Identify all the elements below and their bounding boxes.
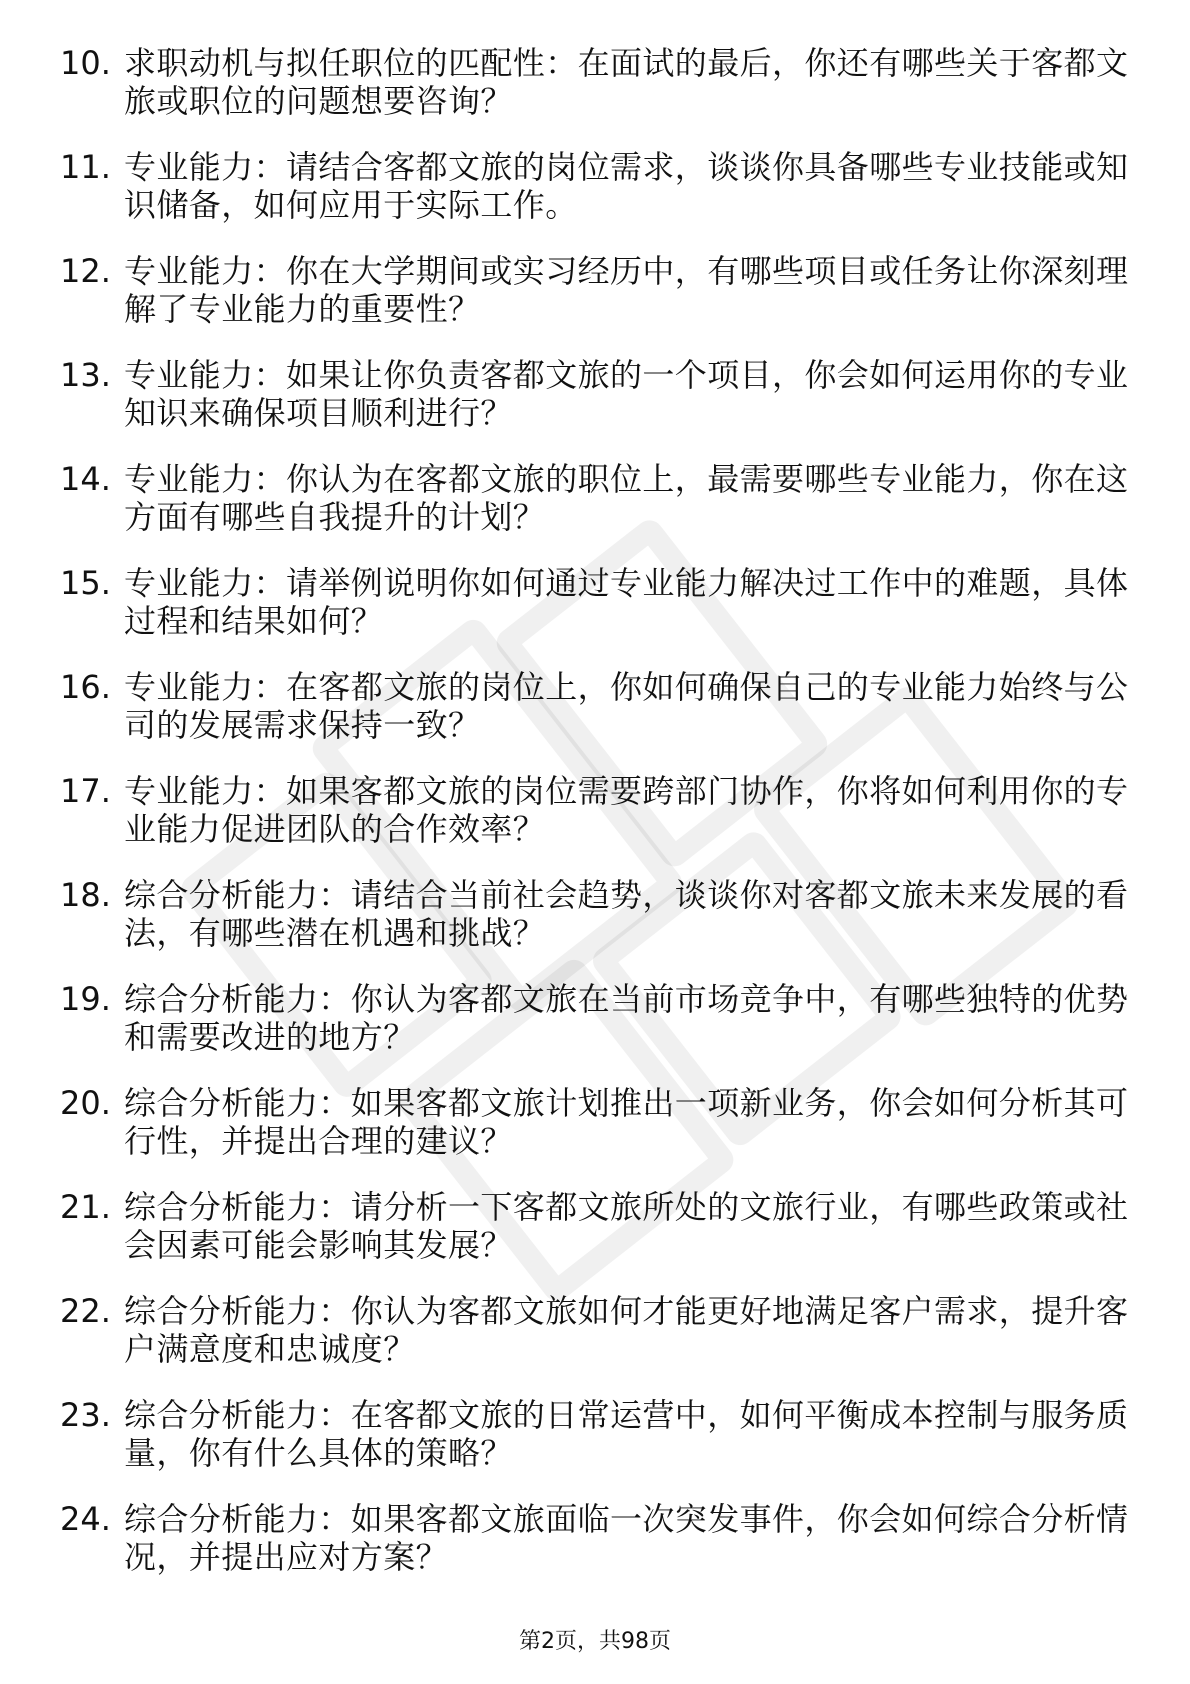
question-number: 18. xyxy=(60,876,111,914)
question-number: 12. xyxy=(60,252,111,290)
question-text: 专业能力：如果客都文旅的岗位需要跨部门协作，你将如何利用你的专业能力促进团队的合作效率？ xyxy=(124,772,1129,848)
question-text: 专业能力：在客都文旅的岗位上，你如何确保自己的专业能力始终与公司的发展需求保持一致？ xyxy=(124,668,1129,744)
question-item xyxy=(60,1292,1140,1396)
question-text: 专业能力：如果让你负责客都文旅的一个项目，你会如何运用你的专业知识来确保项目顺利进行？ xyxy=(124,356,1129,432)
question-number: 15. xyxy=(60,564,111,602)
question-text: 综合分析能力：如果客都文旅面临一次突发事件，你会如何综合分析情况，并提出应对方案？ xyxy=(124,1500,1129,1576)
question-text: 专业能力：你在大学期间或实习经历中，有哪些项目或任务让你深刻理解了专业能力的重要性？ xyxy=(124,252,1129,328)
question-text: 综合分析能力：如果客都文旅计划推出一项新业务，你会如何分析其可行性，并提出合理的建议？ xyxy=(124,1084,1129,1160)
question-item xyxy=(60,460,1140,564)
question-text: 专业能力：请结合客都文旅的岗位需求，谈谈你具备哪些专业技能或知识储备，如何应用于实际工作。 xyxy=(124,148,1129,224)
question-number: 16. xyxy=(60,668,111,706)
question-number: 10. xyxy=(60,44,111,82)
question-number: 17. xyxy=(60,772,111,810)
question-item xyxy=(60,44,1140,148)
question-text: 综合分析能力：你认为客都文旅如何才能更好地满足客户需求，提升客户满意度和忠诚度？ xyxy=(124,1292,1129,1368)
question-list xyxy=(60,44,1140,1604)
question-text: 专业能力：请举例说明你如何通过专业能力解决过工作中的难题，具体过程和结果如何？ xyxy=(124,564,1129,640)
question-item xyxy=(60,876,1140,980)
question-number: 20. xyxy=(60,1084,111,1122)
question-number: 19. xyxy=(60,980,111,1018)
question-text: 综合分析能力：你认为客都文旅在当前市场竞争中，有哪些独特的优势和需要改进的地方？ xyxy=(124,980,1129,1056)
question-item xyxy=(60,1188,1140,1292)
question-number: 14. xyxy=(60,460,111,498)
question-item xyxy=(60,1500,1140,1604)
question-text: 专业能力：你认为在客都文旅的职位上，最需要哪些专业能力，你在这方面有哪些自我提升的计划？ xyxy=(124,460,1129,536)
question-text: 综合分析能力：在客都文旅的日常运营中，如何平衡成本控制与服务质量，你有什么具体的策略？ xyxy=(124,1396,1129,1472)
question-number: 22. xyxy=(60,1292,111,1330)
question-item xyxy=(60,356,1140,460)
question-text: 综合分析能力：请结合当前社会趋势，谈谈你对客都文旅未来发展的看法，有哪些潜在机遇和挑战？ xyxy=(124,876,1129,952)
question-item xyxy=(60,252,1140,356)
question-item xyxy=(60,772,1140,876)
question-number: 13. xyxy=(60,356,111,394)
page-footer xyxy=(0,1628,1190,1656)
question-item xyxy=(60,980,1140,1084)
question-text: 综合分析能力：请分析一下客都文旅所处的文旅行业，有哪些政策或社会因素可能会影响其发展？ xyxy=(124,1188,1129,1264)
question-item xyxy=(60,1396,1140,1500)
question-item xyxy=(60,1084,1140,1188)
question-number: 23. xyxy=(60,1396,111,1434)
page-number: 第2页，共98页 xyxy=(519,1629,671,1654)
question-number: 11. xyxy=(60,148,111,186)
question-item xyxy=(60,668,1140,772)
question-number: 24. xyxy=(60,1500,111,1538)
question-item xyxy=(60,148,1140,252)
question-item xyxy=(60,564,1140,668)
question-text: 求职动机与拟任职位的匹配性：在面试的最后，你还有哪些关于客都文旅或职位的问题想要咨询？ xyxy=(124,44,1129,120)
question-number: 21. xyxy=(60,1188,111,1226)
